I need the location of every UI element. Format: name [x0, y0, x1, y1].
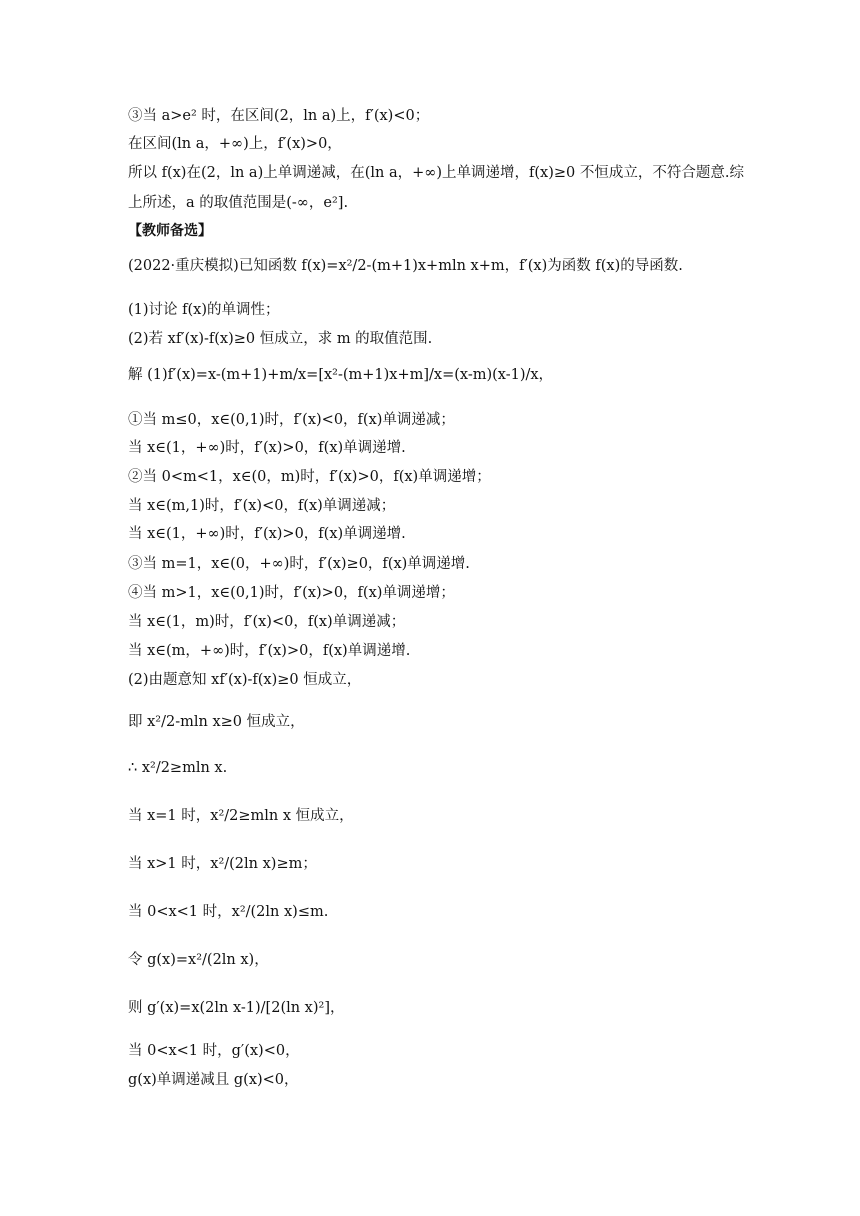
text-line: 当 x∈(1，m)时，f′(x)<0，f(x)单调递减； — [128, 614, 406, 630]
text-line: ②当 0<m<1，x∈(0，m)时，f′(x)>0，f(x)单调递增； — [128, 469, 491, 485]
text-line: 当 x∈(1，+∞)时，f′(x)>0，f(x)单调递增. — [128, 440, 406, 456]
text-line: (2)由题意知 xf′(x)-f(x)≥0 恒成立， — [128, 672, 362, 688]
text-line: 当 0<x<1 时，x²/(2ln x)≤m. — [128, 904, 329, 920]
section-heading: 【教师备选】 — [128, 223, 212, 239]
text-line: ∴ x²/2≥mln x. — [128, 760, 228, 776]
text-line: g(x)单调递减且 g(x)<0， — [128, 1072, 299, 1088]
text-line: 则 g′(x)=x(2ln x-1)/[2(ln x)²]， — [128, 1000, 345, 1016]
text-line: 令 g(x)=x²/(2ln x)， — [128, 952, 269, 968]
text-line: 当 x∈(m，+∞)时，f′(x)>0，f(x)单调递增. — [128, 643, 411, 659]
text-line: 上所述，a 的取值范围是(-∞，e²]. — [128, 195, 349, 211]
text-line: 当 x∈(m,1)时，f′(x)<0，f(x)单调递减； — [128, 498, 396, 514]
solution-line: 解 (1)f′(x)=x-(m+1)+m/x=[x²-(m+1)x+m]/x=(x-m)(x-1)/x， — [128, 367, 554, 383]
text-line: ③当 a>e² 时，在区间(2，ln a)上，f′(x)<0； — [128, 108, 430, 124]
text-line: 当 x>1 时，x²/(2ln x)≥m； — [128, 856, 317, 872]
problem-part-2: (2)若 xf′(x)-f(x)≥0 恒成立，求 m 的取值范围. — [128, 331, 433, 347]
problem-statement: (2022·重庆模拟)已知函数 f(x)=x²/2-(m+1)x+mln x+m，f′(x)为函数 f(x)的导函数. — [128, 258, 683, 274]
text-line: ③当 m=1，x∈(0，+∞)时，f′(x)≥0，f(x)单调递增. — [128, 556, 470, 572]
text-line: 所以 f(x)在(2，ln a)上单调递减，在(ln a，+∞)上单调递增，f(x)≥0 不恒成立，不符合题意.综 — [128, 165, 744, 181]
text-line: 在区间(ln a，+∞)上，f′(x)>0， — [128, 136, 342, 152]
text-line: 当 x=1 时，x²/2≥mln x 恒成立， — [128, 808, 354, 824]
text-line: 当 0<x<1 时，g′(x)<0， — [128, 1043, 300, 1059]
text-line: 当 x∈(1，+∞)时，f′(x)>0，f(x)单调递增. — [128, 526, 406, 542]
text-line: 即 x²/2-mln x≥0 恒成立， — [128, 714, 305, 730]
problem-part-1: (1)讨论 f(x)的单调性； — [128, 302, 280, 318]
text-line: ①当 m≤0，x∈(0,1)时，f′(x)<0，f(x)单调递减； — [128, 412, 455, 428]
text-line: ④当 m>1，x∈(0,1)时，f′(x)>0，f(x)单调递增； — [128, 585, 455, 601]
